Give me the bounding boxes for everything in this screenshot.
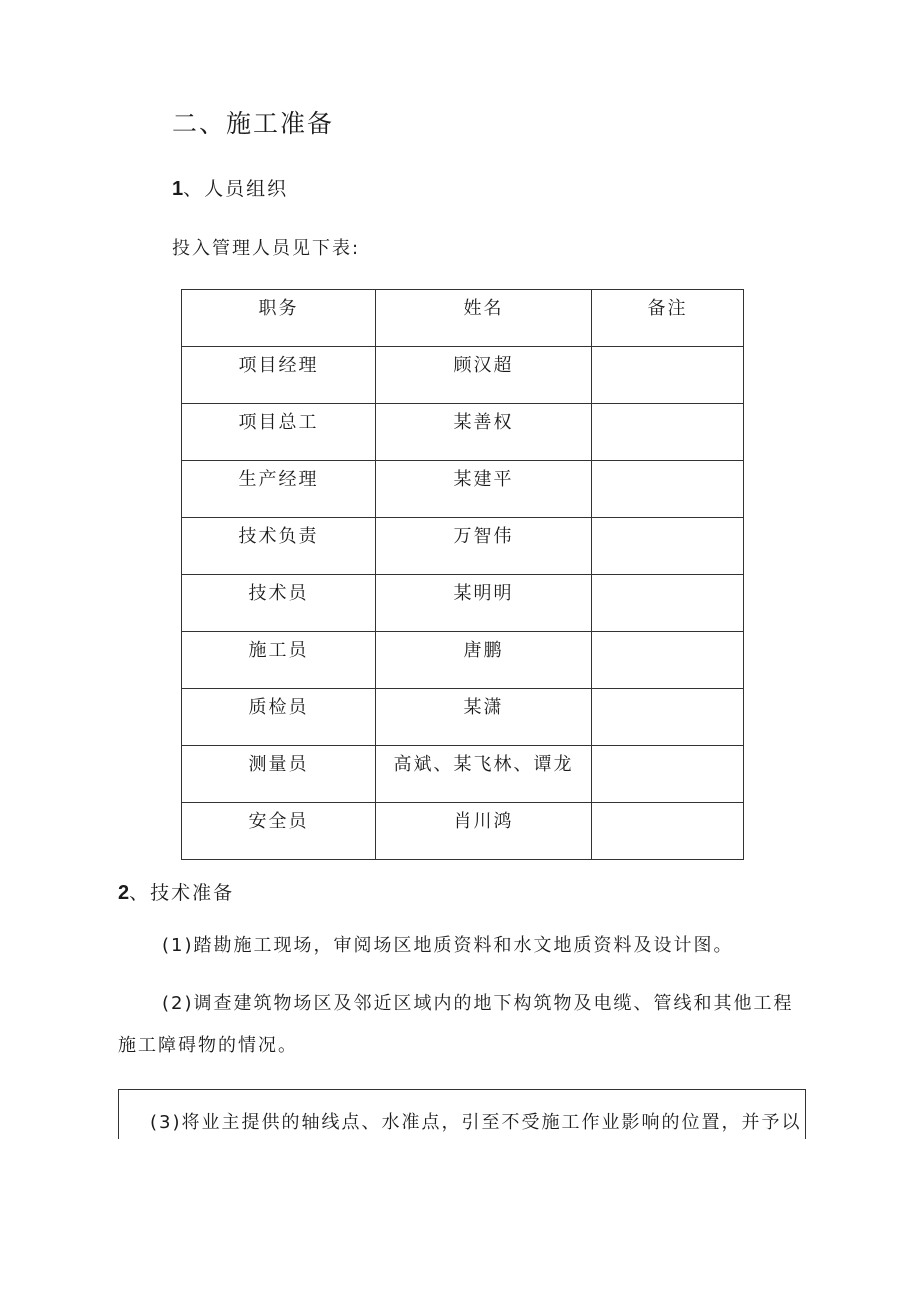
section-title: 二、施工准备 (172, 109, 335, 138)
note-cell (592, 404, 744, 461)
name-cell: 顾汉超 (376, 347, 592, 404)
note-cell (592, 347, 744, 404)
name-cell: 高斌、某飞林、谭龙 (376, 746, 592, 803)
note-cell (592, 575, 744, 632)
name-cell: 某潇 (376, 689, 592, 746)
name-cell: 万智伟 (376, 518, 592, 575)
name-cell: 某建平 (376, 461, 592, 518)
personnel-table (181, 289, 744, 860)
table-row (182, 575, 744, 632)
table-header-row (182, 290, 744, 347)
note-cell (592, 461, 744, 518)
role-cell: 测量员 (182, 746, 376, 803)
technical-item-1: (1)踏勘施工现场，审阅场区地质资料和水文地质资料及设计图。 (162, 935, 734, 956)
role-cell: 施工员 (182, 632, 376, 689)
name-cell: 肖川鸿 (376, 803, 592, 860)
personnel-heading (172, 174, 288, 201)
technical-heading-number: 2 (118, 882, 130, 904)
header-note: 备注 (592, 290, 744, 347)
personnel-intro: 投入管理人员见下表: (172, 238, 361, 259)
technical-item-2-line-2: 施工障碍物的情况。 (118, 1035, 298, 1056)
note-cell (592, 689, 744, 746)
note-cell (592, 803, 744, 860)
role-cell: 技术负责 (182, 518, 376, 575)
header-role: 职务 (182, 290, 376, 347)
table-row (182, 461, 744, 518)
name-cell: 某善权 (376, 404, 592, 461)
name-cell: 某明明 (376, 575, 592, 632)
name-cell: 唐鹏 (376, 632, 592, 689)
role-cell: 项目经理 (182, 347, 376, 404)
note-cell (592, 746, 744, 803)
table-row (182, 689, 744, 746)
technical-heading (118, 878, 234, 905)
personnel-heading-number: 1 (172, 178, 184, 200)
note-cell (592, 632, 744, 689)
technical-item-2-line-1: (2)调查建筑物场区及邻近区域内的地下构筑物及电缆、管线和其他工程 (162, 993, 794, 1014)
role-cell: 质检员 (182, 689, 376, 746)
role-cell: 项目总工 (182, 404, 376, 461)
role-cell: 生产经理 (182, 461, 376, 518)
note-cell (592, 518, 744, 575)
table-row (182, 347, 744, 404)
personnel-heading-text: 、人员组织 (183, 178, 289, 200)
table-row (182, 518, 744, 575)
technical-heading-text: 、技术准备 (129, 882, 235, 904)
role-cell: 技术员 (182, 575, 376, 632)
role-cell: 安全员 (182, 803, 376, 860)
table-row (182, 803, 744, 860)
table-row (182, 632, 744, 689)
table-row (182, 404, 744, 461)
technical-item-3: (3)将业主提供的轴线点、水准点，引至不受施工作业影响的位置，并予以 (150, 1112, 802, 1133)
header-name: 姓名 (376, 290, 592, 347)
table-row (182, 746, 744, 803)
